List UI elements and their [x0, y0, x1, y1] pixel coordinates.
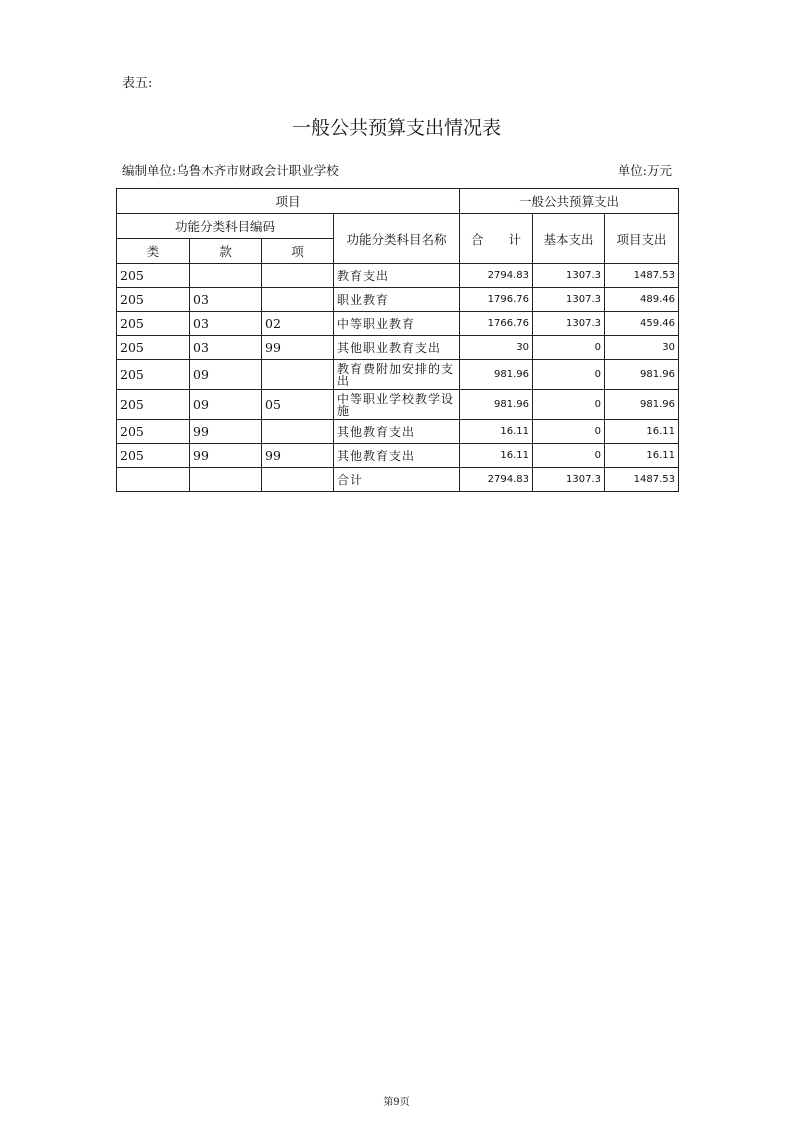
row-item-cell	[262, 288, 334, 312]
row-basic-cell: 0	[533, 360, 605, 390]
row-project-cell: 459.46	[605, 312, 679, 336]
row-project-cell: 981.96	[605, 360, 679, 390]
table-row	[117, 468, 679, 492]
row-basic-cell: 0	[533, 336, 605, 360]
row-basic-cell: 0	[533, 420, 605, 444]
row-name-cell: 中等职业学校教学设施	[334, 390, 460, 420]
table-row	[117, 336, 679, 360]
row-total-cell: 981.96	[460, 360, 533, 390]
row-name-cell: 职业教育	[334, 288, 460, 312]
row-item-cell	[262, 264, 334, 288]
row-basic-cell: 0	[533, 444, 605, 468]
row-class-cell: 205	[117, 264, 190, 288]
row-section-cell: 03	[190, 312, 262, 336]
row-name-cell: 教育支出	[334, 264, 460, 288]
header-project: 项目支出	[605, 214, 679, 264]
row-name-cell: 其他教育支出	[334, 420, 460, 444]
row-project-cell: 489.46	[605, 288, 679, 312]
row-class-cell: 205	[117, 390, 190, 420]
row-project-cell: 16.11	[605, 444, 679, 468]
row-class-cell: 205	[117, 444, 190, 468]
row-section-cell: 03	[190, 336, 262, 360]
row-total-cell: 1766.76	[460, 312, 533, 336]
row-name-cell: 其他职业教育支出	[334, 336, 460, 360]
row-item-cell	[262, 360, 334, 390]
page-title: 一般公共预算支出情况表	[291, 117, 501, 139]
compiling-unit: 编制单位:乌鲁木齐市财政会计职业学校	[122, 163, 339, 178]
row-basic-cell: 1307.3	[533, 288, 605, 312]
row-name-cell: 中等职业教育	[334, 312, 460, 336]
row-class-cell: 205	[117, 360, 190, 390]
row-item-cell: 05	[262, 390, 334, 420]
row-class-cell: 205	[117, 336, 190, 360]
row-project-cell: 981.96	[605, 390, 679, 420]
row-total-cell: 981.96	[460, 390, 533, 420]
table-row	[117, 288, 679, 312]
row-item-cell	[262, 420, 334, 444]
row-project-cell: 1487.53	[605, 468, 679, 492]
header-total: 合 计	[460, 214, 533, 264]
row-item-cell: 02	[262, 312, 334, 336]
header-item: 项	[262, 239, 334, 264]
table-row	[117, 360, 679, 390]
row-name-cell: 合计	[334, 468, 460, 492]
row-item-cell: 99	[262, 336, 334, 360]
table-row	[117, 312, 679, 336]
row-class-cell: 205	[117, 312, 190, 336]
header-basic: 基本支出	[533, 214, 605, 264]
header-func-name: 功能分类科目名称	[334, 214, 460, 264]
table-row	[117, 444, 679, 468]
row-section-cell: 03	[190, 288, 262, 312]
row-section-cell: 09	[190, 360, 262, 390]
currency-unit: 单位:万元	[617, 163, 672, 178]
row-basic-cell: 1307.3	[533, 312, 605, 336]
header-class: 类	[117, 239, 190, 264]
row-class-cell: 205	[117, 420, 190, 444]
row-item-cell	[262, 468, 334, 492]
page-number: 第9页	[383, 1097, 410, 1108]
header-items: 项目	[117, 189, 460, 214]
row-section-cell	[190, 264, 262, 288]
table-label: 表五:	[122, 76, 153, 91]
row-total-cell: 2794.83	[460, 264, 533, 288]
row-class-cell: 205	[117, 288, 190, 312]
row-section-cell: 99	[190, 420, 262, 444]
row-total-cell: 16.11	[460, 420, 533, 444]
row-total-cell: 1796.76	[460, 288, 533, 312]
row-section-cell: 99	[190, 444, 262, 468]
row-basic-cell: 1307.3	[533, 468, 605, 492]
row-total-cell: 16.11	[460, 444, 533, 468]
header-section: 款	[190, 239, 262, 264]
row-total-cell: 30	[460, 336, 533, 360]
row-class-cell	[117, 468, 190, 492]
table-row	[117, 390, 679, 420]
row-item-cell: 99	[262, 444, 334, 468]
row-name-cell: 其他教育支出	[334, 444, 460, 468]
row-basic-cell: 1307.3	[533, 264, 605, 288]
row-project-cell: 1487.53	[605, 264, 679, 288]
row-total-cell: 2794.83	[460, 468, 533, 492]
budget-table	[116, 188, 679, 492]
header-func-code: 功能分类科目编码	[117, 214, 334, 239]
row-project-cell: 30	[605, 336, 679, 360]
header-general-budget: 一般公共预算支出	[460, 189, 679, 214]
table-row	[117, 264, 679, 288]
table-row	[117, 420, 679, 444]
row-section-cell: 09	[190, 390, 262, 420]
row-basic-cell: 0	[533, 390, 605, 420]
table-body	[117, 264, 679, 492]
row-project-cell: 16.11	[605, 420, 679, 444]
row-name-cell: 教育费附加安排的支出	[334, 360, 460, 390]
row-section-cell	[190, 468, 262, 492]
